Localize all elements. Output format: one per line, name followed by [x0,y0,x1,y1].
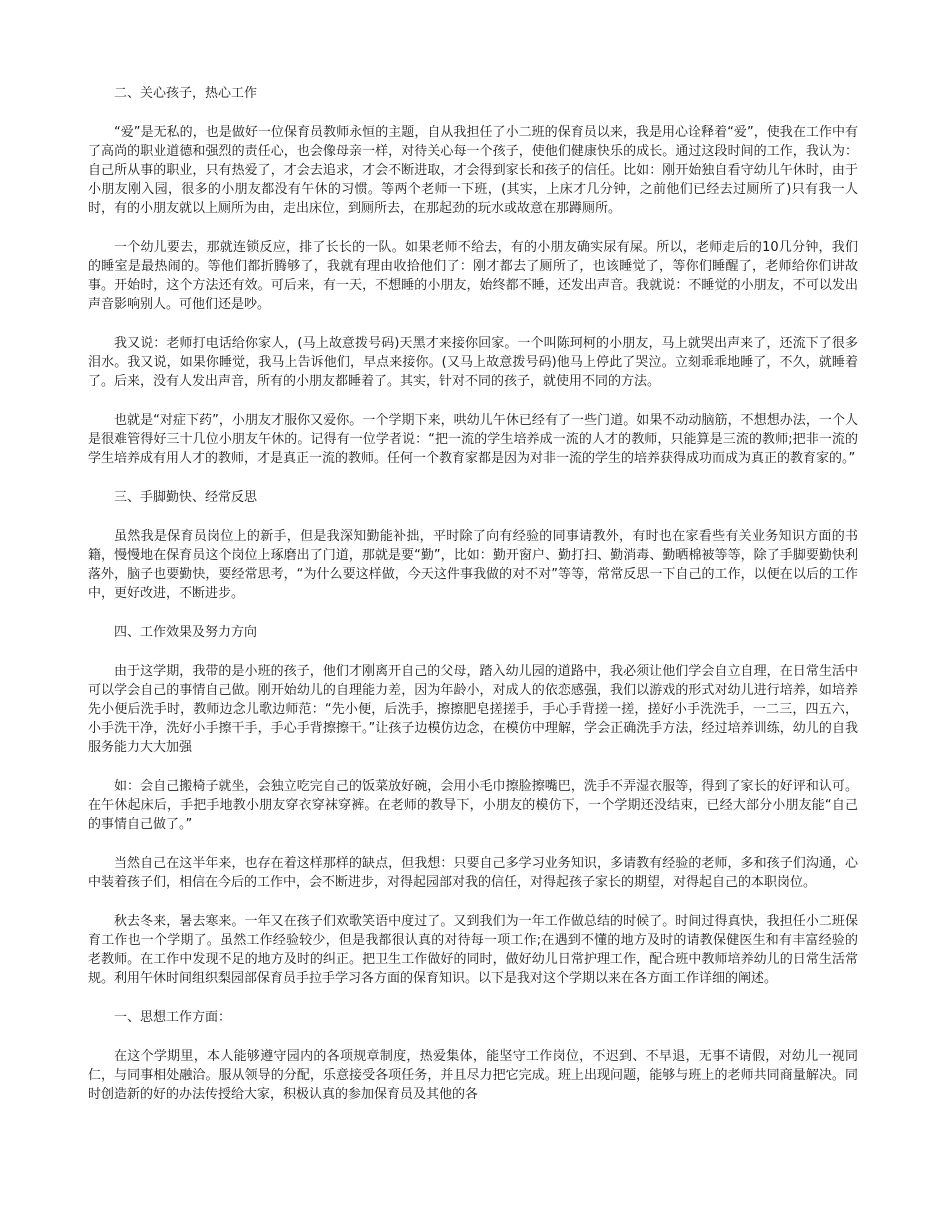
paragraph: “爱”是无私的，也是做好一位保育员教师永恒的主题，自从我担任了小二班的保育员以来，我是用心诠释着“爱”，使我在工作中有了高尚的职业道德和强烈的责任心，也会像母亲一样，对待关心每一个孩子，使他们健康快乐的成长。通过这段时间的工作，我认为：自己所从事的职业，只有热爱了，才会去追求，才会不断进取，才会得到家长和孩子的信任。比如：刚开始独自看守幼儿午休时，由于小朋友刚入园，很多的小朋友都没有午休的习惯。等两个老师一下班，(其实，上床才几分钟，之前他们已经去过厕所了)只有我一人时，有的小朋友就以上厕所为由，走出床位，到厕所去，在那起劲的玩水或故意在那蹲厕所。 [88,125,858,216]
paragraph: 秋去冬来，暑去寒来。一年又在孩子们欢歌笑语中度过了。又到我们为一年工作做总结的时候了。时间过得真快，我担任小二班保育工作也一个学期了。虽然工作经验较少，但是我都很认真的对待每一项工作;在遇到不懂的地方及时的请教保健医生和有丰富经验的老教师。在工作中发现不足的地方及时的纠正。把卫生工作做好的同时，做好幼儿日常护理工作，配合班中教师培养幼儿的日常生活常规。利用午休时间组织梨园部保育员手拉手学习各方面的保育知识。以下是我对这个学期以来在各方面工作详细的阐述。 [88,914,858,986]
section-heading: 三、手脚勤快、经常反思 [114,490,258,505]
paragraph: 在这个学期里，本人能够遵守园内的各项规章制度，热爱集体，能坚守工作岗位，不迟到、不早退，无事不请假，对幼儿一视同仁，与同事相处融洽。服从领导的分配，乐意接受各项任务，并且尽力把它完成。班上出现问题，能够与班上的老师共同商量解决。同时创造新的好的办法传授给大家，积极认真的参加保育员及其他的各 [88,1049,858,1102]
paragraph: 我又说：老师打电话给你家人，(马上故意拨号码)天黑才来接你回家。一个叫陈珂柯的小朋友，马上就哭出声来了，还流下了很多泪水。我又说，如果你睡觉，我马上告诉他们，早点来接你。(又马上故意拨号码)他马上停此了哭泣。立刻乖乖地睡了，不久，就睡着了。后来，没有人发出声音，所有的小朋友都睡着了。其实，针对不同的孩子，就使用不同的方法。 [88,336,858,389]
paragraph: 也就是“对症下药”，小朋友才服你又爱你。一个学期下来，哄幼儿午休已经有了一些门道。如果不动动脑筋，不想想办法，一个人是很难管得好三十几位小朋友午休的。记得有一位学者说：“把一流的学生培养成一流的人才的教师，只能算是三流的教师;把非一流的学生培养成有用人才的教师，才是真正一流的教师。任何一个教育家都是因为对非一流的学生的培养获得成功而成为真正的教育家的。” [88,413,858,466]
paragraph: 由于这学期，我带的是小班的孩子，他们才刚离开自己的父母，踏入幼儿园的道路中，我必须让他们学会自立自理，在日常生活中可以学会自己的事情自己做。刚开始幼儿的自理能力差，因为年龄小，对成人的依恋感强，我们以游戏的形式对幼儿进行培养，如培养先小便后洗手时，教师边念儿歌边师范：“先小便，后洗手，擦擦肥皂搓搓手，手心手背搓一搓，搓好小手洗洗手，一二三，四五六，小手洗干净，洗好小手擦干手，手心手背擦擦干。”让孩子边模仿边念，在模仿中理解，学会正确洗手方法，经过培养训练，幼儿的自我服务能力大大加强 [88,664,858,755]
paragraph: 虽然我是保育员岗位上的新手，但是我深知勤能补拙，平时除了向有经验的同事请教外，有时也在家看些有关业务知识方面的书籍，慢慢地在保育员这个岗位上琢磨出了门道，那就是要“勤”，比如：勤开窗户、勤打扫、勤消毒、勤晒棉被等等，除了手脚要勤快利落外，脑子也要勤快，要经常思考，“为什么要这样做，今天这件事我做的对不对”等等，常常反思一下自己的工作，以便在以后的工作中，更好改进，不断进步。 [88,529,858,601]
section-heading: 四、工作效果及努力方向 [114,625,258,640]
paragraph: 一个幼儿要去，那就连锁反应，排了长长的一队。如果老师不给去，有的小朋友确实尿有屎。所以，老师走后的10几分钟，我们的睡室是最热闹的。等他们都折腾够了，我就有理由收拾他们了：刚才都去了厕所了，也该睡觉了，等你们睡醒了，老师给你们讲故事。开始时，这个方法还有效。可后来，有一天，不想睡的小朋友，始终都不睡，还发出声音。我就说：不睡觉的小朋友，不可以发出声音影响别人。可他们还是吵。 [88,240,858,312]
paragraph: 如：会自己搬椅子就坐，会独立吃完自己的饭菜放好碗，会用小毛巾擦脸擦嘴巴，洗手不弄湿衣服等，得到了家长的好评和认可。在午休起床后，手把手地教小朋友穿衣穿袜穿裤。在老师的教导下，小朋友的模仿下，一个学期还没结束，已经大部分小朋友能“自己的事情自己做了。” [88,779,858,832]
section-heading: 一、思想工作方面： [114,1010,232,1025]
section-heading: 二、关心孩子，热心工作 [114,86,258,101]
document-body [88,84,858,1124]
paragraph: 当然自己在这半年来，也存在着这样那样的缺点，但我想：只要自己多学习业务知识，多请教有经验的老师，多和孩子们沟通，心中装着孩子们，相信在今后的工作中，会不断进步，对得起园部对我的信任，对得起孩子家长的期望，对得起自己的本职岗位。 [88,856,858,890]
